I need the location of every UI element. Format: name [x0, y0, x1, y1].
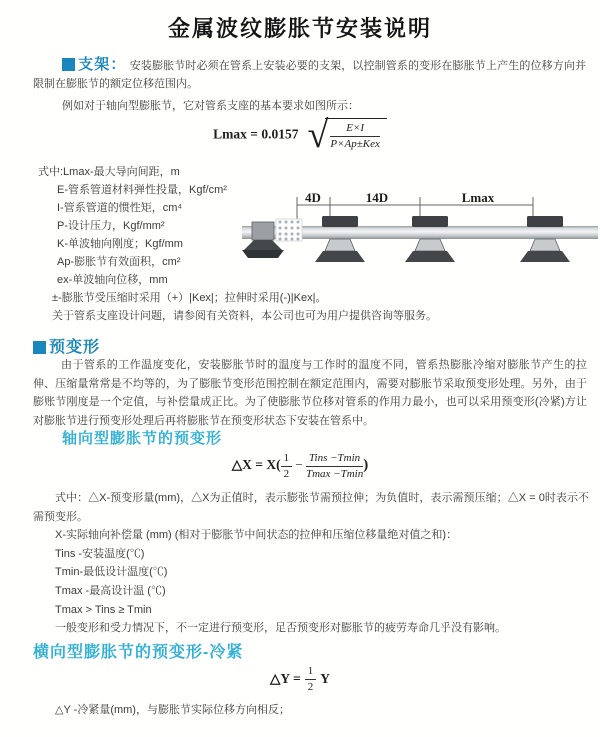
support-paragraph — [33, 56, 586, 93]
delta-y-formula — [0, 665, 600, 693]
lmax-formula-denominator: P×Ap±Kex — [330, 137, 380, 150]
lmax-formula-numerator: E×I — [330, 122, 380, 137]
definition-line: ±-膨胀节受压缩时采用（+）|Kex|；拉伸时采用(-)|Kex|。 — [52, 292, 327, 304]
lmax-formula — [0, 114, 600, 156]
predeform-heading — [33, 334, 100, 357]
support-paragraph-text: 安装膨胀节时必须在管系上安装必要的支架，以控制管系的变形在膨胀节上产生的位移方向并限制在膨胀节的额定位移范围内。 — [33, 60, 586, 90]
half-denominator: 2 — [307, 680, 314, 693]
dim-label-4d: 4D — [305, 192, 321, 205]
definition-line: Tmax -最高设计温 (℃) — [55, 584, 166, 597]
delta-y-rhs: Y — [320, 670, 330, 686]
pipe-support-diagram — [240, 192, 600, 292]
delta-y-note: △Y -冷紧量(mm)，与膨胀节实际位移方向相反； — [55, 704, 290, 716]
delta-y-lhs: △Y = — [270, 670, 301, 686]
definition-line: 一般变形和受力情况下，不一定进行预变形，足否预变形对膨胀节的疲劳寿命几乎没有影响。 — [55, 622, 506, 635]
delta-x-formula — [0, 452, 600, 480]
definition-line: 式中:Lmax-最大导向间距，m — [38, 166, 180, 178]
lateral-subheading: 横向型膨胀节的预变形-冷紧 — [33, 644, 244, 661]
support-example-line: 例如对于轴向型膨胀节，它对管系支座的基本要求如图所示： — [62, 100, 359, 112]
definition-line: P-设计压力，Kgf/mm² — [57, 220, 165, 232]
definition-line: Ap-膨胀节有效面积，cm² — [57, 256, 181, 268]
bellows-icon — [276, 219, 302, 241]
lmax-formula-lhs: Lmax = 0.0157 — [213, 126, 299, 142]
dim-label-lmax: Lmax — [461, 192, 495, 205]
axial-subheading: 轴向型膨胀节的预变形 — [62, 430, 223, 447]
definition-line: Tins -安装温度(℃) — [55, 547, 145, 560]
predeform-heading-label: 预变形 — [49, 339, 101, 356]
dim-label-14d: 14D — [365, 192, 389, 205]
temp-numerator: Tins −Tmin — [306, 452, 363, 467]
definition-line: E-管系管道材料弹性投量，Kgf/cm² — [57, 184, 227, 196]
section-square-icon — [33, 341, 46, 354]
definition-line: 式中：△X-预变形量(mm)，△X为正值时，表示膨张节需预拉伸；为负值时，表示需预压缩；△X = 0时表示不需预变形。 — [33, 492, 589, 523]
delta-x-lhs: △X = X( — [231, 457, 281, 473]
delta-x-definitions — [33, 489, 589, 638]
section-square-icon — [62, 58, 75, 71]
half-denominator: 2 — [283, 467, 290, 480]
definition-line: Tmax > Tins ≥ Tmin — [55, 603, 152, 616]
support-heading: 支架： — [78, 56, 127, 73]
definition-line: 关于管系支座设计问题，请参阅有关资料，本公司也可为用户提供咨询等服务。 — [52, 310, 437, 322]
half-numerator: 1 — [281, 452, 293, 467]
predeform-paragraph: 由于管系的工作温度变化，安装膨胀节时的温度与工作时的温度不同，管系热膨胀冷缩对膨胀节产生的拉伸、压缩量常常是不均等的，为了膨胀节变形范围控制在额定范围内，需要对膨胀节采取预变形处理。另外，由于膨账节刚度是一个定值，与补偿量成正比。为了使膨胀节位移对管系的作用力最小，也可以采用预变形(冷紧)方让对膨胀节进行预变形处理后再将膨胀节在预变形状态下安装在管系中。 — [33, 359, 587, 427]
sqrt-radical — [307, 114, 386, 156]
half-numerator: 1 — [305, 665, 317, 680]
page-title: 金属波纹膨胀节安装说明 — [167, 16, 432, 41]
definition-line: K-单波轴向刚度；Kgf/mm — [57, 238, 183, 250]
definition-line: Tmin-最低设计温度(℃) — [55, 566, 168, 579]
radical-sign-icon: √ — [307, 114, 329, 156]
definition-line: ex-单波轴向位移，mm — [57, 274, 168, 286]
close-paren: ) — [363, 457, 369, 474]
minus-operator: − — [295, 457, 303, 473]
definition-line: I-管系管道的惯性矩，cm⁴ — [57, 202, 183, 214]
temp-denominator: Tmax −Tmin — [305, 467, 364, 480]
definition-line: X-实际轴向补偿量 (mm) (相对于膨胀节中间状态的拉伸和压缩位移量绝对值之和)： — [55, 529, 458, 542]
